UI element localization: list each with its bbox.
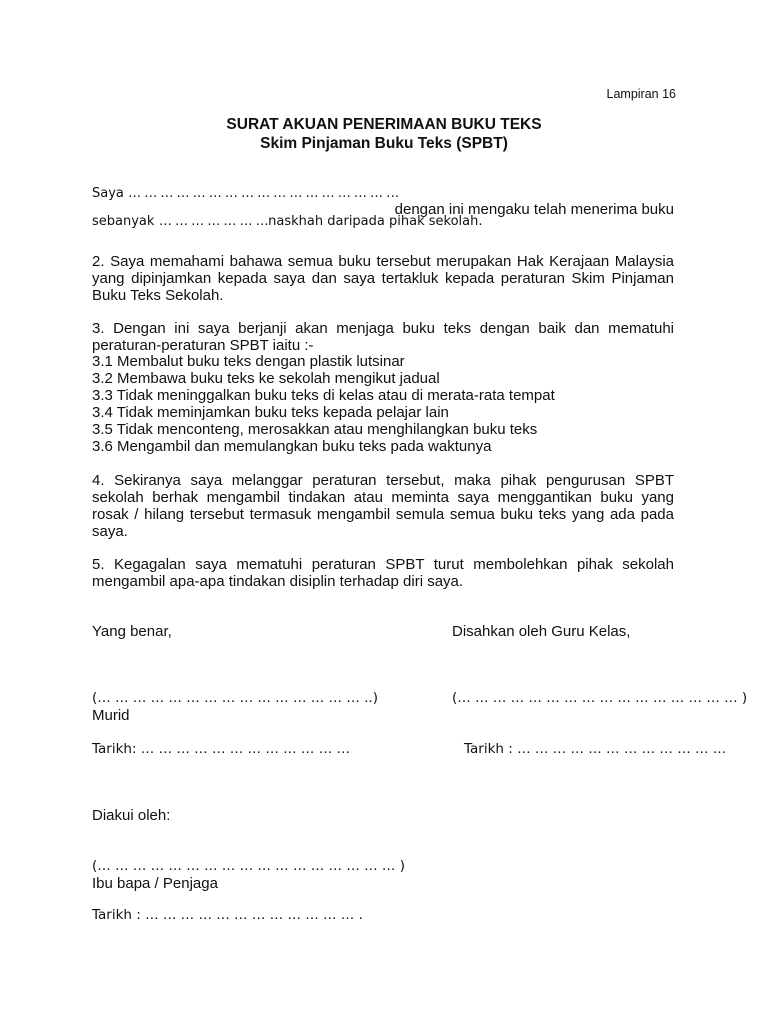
intro-rest-1: dengan ini mengaku telah menerima buku xyxy=(394,201,674,218)
paragraph-3-intro: 3. Dengan ini saya berjanji akan menjaga buku teks dengan baik dan mematuhi peraturan-peraturan SPBT iaitu :- xyxy=(92,320,674,354)
penjaga-tarikh: Tarikh : … … … … … … … … … … … … . xyxy=(92,907,363,923)
paragraph-2: 2. Saya memahami bahawa semua buku tersebut merupakan Hak Kerajaan Malaysia yang dipinjamkan kepada saya dan saya tertakluk kepada peraturan Skim Pinjaman Buku Teks Sekolah. xyxy=(92,253,674,304)
saya-label: Saya xyxy=(92,186,124,201)
murid-signature-line: (… … … … … … … … … … … … … … … ..) xyxy=(92,690,378,706)
diakui-label: Diakui oleh: xyxy=(92,807,171,824)
intro-line-2 xyxy=(92,212,482,230)
penjaga-signature-line: (… … … … … … … … … … … … … … … … … ) xyxy=(92,858,405,874)
paragraph-4: 4. Sekiranya saya melanggar peraturan tersebut, maka pihak pengurusan SPBT sekolah berhak mengambil tindakan atau meminta saya menggantikan buku yang rosak / hilang tersebut termasuk mengambil semula semua buku teks yang ada pada saya. xyxy=(92,472,674,540)
page-subtitle: Skim Pinjaman Buku Teks (SPBT) xyxy=(260,135,508,152)
murid-tarikh: Tarikh: … … … … … … … … … … … … xyxy=(92,741,351,757)
rule-item: 3.6 Mengambil dan memulangkan buku teks pada waktunya xyxy=(92,438,492,455)
rule-item: 3.5 Tidak menconteng, merosakkan atau menghilangkan buku teks xyxy=(92,421,538,438)
lampiran-label: Lampiran 16 xyxy=(606,87,676,101)
rule-item: 3.4 Tidak meminjamkan buku teks kepada pelajar lain xyxy=(92,404,449,421)
penjaga-label: Ibu bapa / Penjaga xyxy=(92,875,218,892)
intro-rest-2: naskhah daripada pihak sekolah. xyxy=(268,214,483,229)
rule-item: 3.1 Membalut buku teks dengan plastik lutsinar xyxy=(92,353,405,370)
disahkan-label: Disahkan oleh Guru Kelas, xyxy=(452,623,631,640)
sebanyak-label: sebanyak xyxy=(92,214,155,229)
page-title: SURAT AKUAN PENERIMAAN BUKU TEKS xyxy=(226,116,542,133)
rule-item: 3.3 Tidak meninggalkan buku teks di kelas atau di merata-rata tempat xyxy=(92,387,555,404)
yang-benar-label: Yang benar, xyxy=(92,623,172,640)
guru-tarikh: Tarikh : … … … … … … … … … … … … xyxy=(464,741,727,757)
rule-item: 3.2 Membawa buku teks ke sekolah mengikut jadual xyxy=(92,370,440,387)
guru-signature-line: (… … … … … … … … … … … … … … … … ) xyxy=(452,690,748,706)
murid-label: Murid xyxy=(92,707,130,724)
sebanyak-dots: … … … … … … … xyxy=(158,214,269,229)
paragraph-5: 5. Kegagalan saya mematuhi peraturan SPBT turut membolehkan pihak sekolah mengambil apa-apa tindakan disiplin terhadap diri saya. xyxy=(92,556,674,590)
saya-dots: … … … … … … … … … … … … … … … … … xyxy=(128,186,399,201)
